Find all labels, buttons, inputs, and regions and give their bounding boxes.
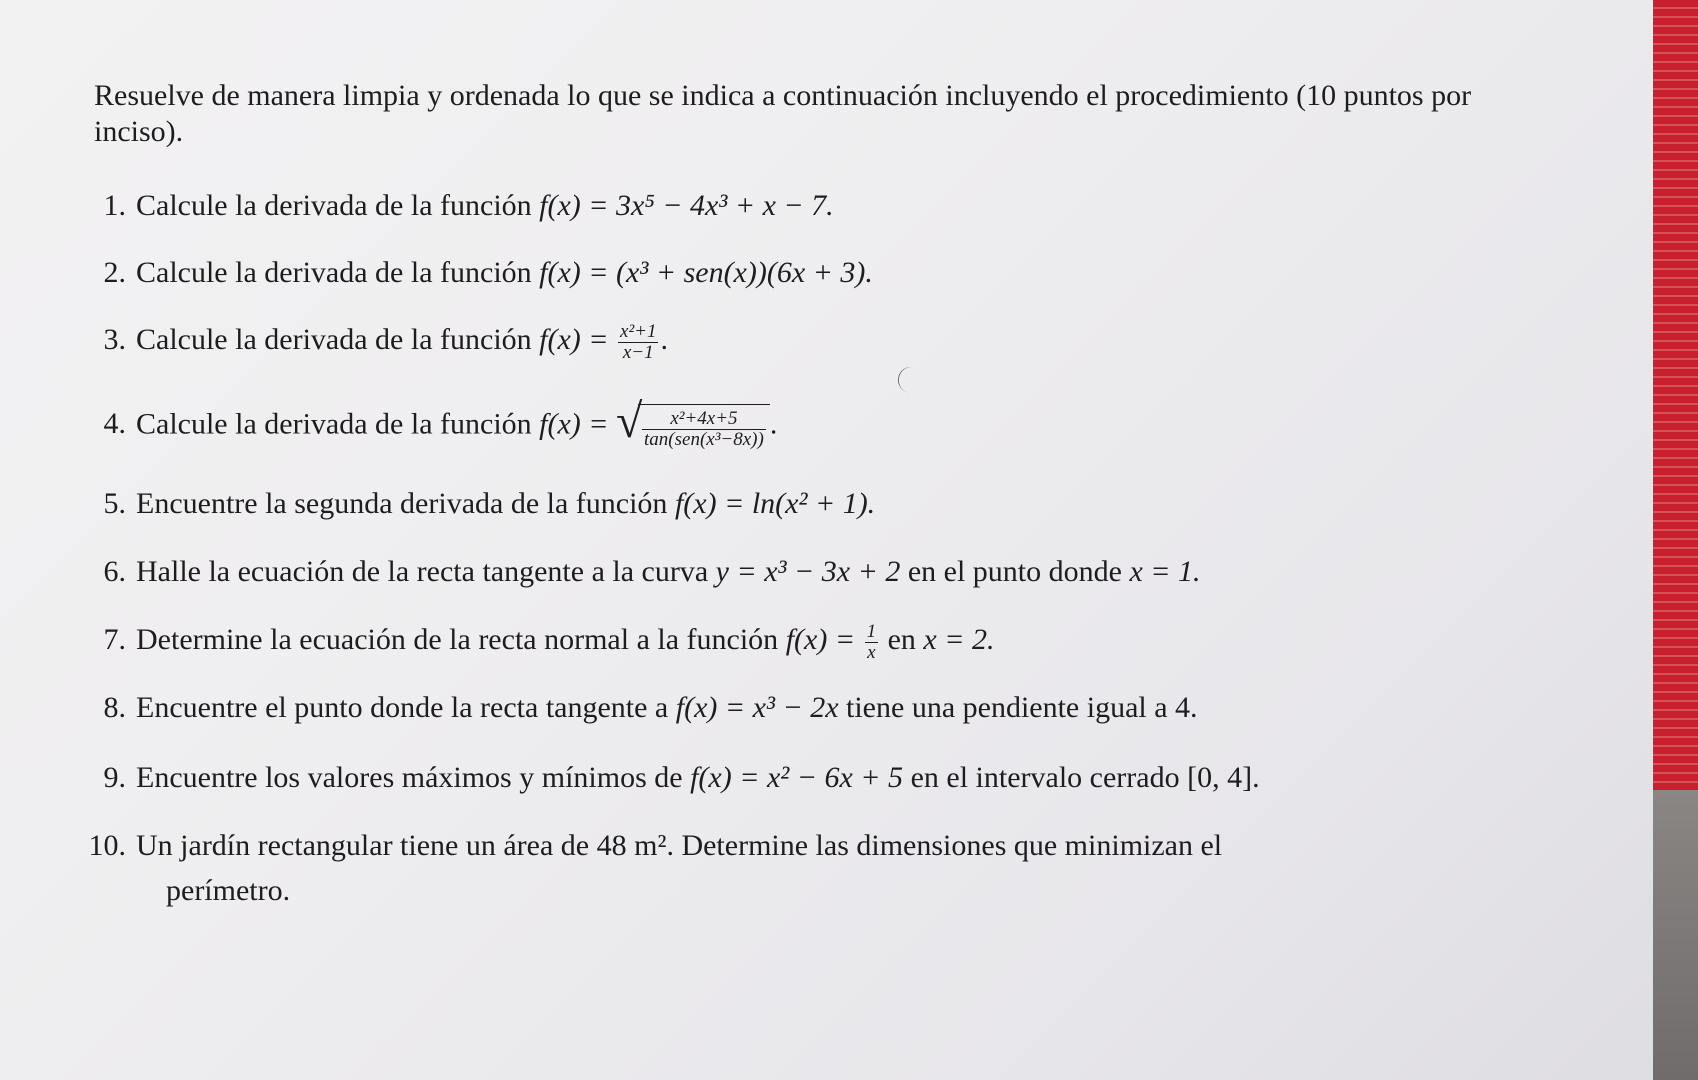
item-number: 5.	[103, 487, 126, 520]
fraction-numerator: 1	[866, 620, 877, 642]
item-text: Calcule la derivada de la función	[136, 323, 532, 356]
item-formula: 48 m².	[596, 829, 674, 862]
item-text: Halle la ecuación de la recta tangente a la curva	[136, 555, 709, 588]
pencil-mark	[896, 365, 915, 393]
fraction	[618, 322, 658, 363]
fraction-denominator: tan(sen(x³−8x))	[644, 428, 764, 450]
item-number: 1.	[103, 189, 126, 222]
item-number: 8.	[103, 691, 126, 724]
fraction-numerator: x²+1	[620, 320, 657, 342]
item-text: Determine la ecuación de la recta normal a la función	[136, 623, 779, 656]
item-text-2: Determine las dimensiones que minimizan el	[681, 829, 1223, 862]
item-text-2: en	[887, 623, 916, 656]
item-text: Encuentre el punto donde la recta tangente a	[136, 691, 669, 724]
item-text: Calcule la derivada de la función	[136, 407, 532, 441]
item-formula: f(x) = (x³ + sen(x))(6x + 3).	[539, 256, 873, 289]
item-formula: y = x³ − 3x + 2	[715, 555, 901, 588]
item-formula: f(x) = x² − 6x + 5	[690, 761, 904, 794]
item-number: 6.	[103, 555, 126, 588]
fraction	[865, 622, 879, 663]
exam-paper: Resuelve de manera limpia y ordenada lo que se indica a continuación incluyendo el procedimiento (10 puntos por inciso). 1. Calcule la derivada de la función f(x) = 3x⁵ − 4x³ + x − 7. 2. Calcule la derivada de la función f(x) = (x³ + sen(x))(6x + 3). 3. Calcule la derivada de la función f(x) = $\frac{\text{x²+1}}{x-1}$ . 4. Calcule la derivada de la función f(x) = √ $\frac{\text{x²+4x+5}}{\text{tan(sen(x³−8x))}}$ . 5. Encuentre la segunda derivada de la función f(x) = ln(x² + 1). 6. Halle la ecuación de la recta tangente a la curva y = x³ − 3x + 2 en el punto donde x = 1. 7. Determine la ecuación de la recta normal a la función f(x) = $\frac{1}{x}$ en x = 2. 8. Encuentre el punto donde la recta tangente a f(x) = x³ − 2x tiene una pendiente igual a 4. 9. Encuentre los valores máximos y mínimos de f(x) = x² − 6x + 5 en el intervalo cerrado [0, 4]. 10. Un jardín rectangular tiene un área de 48 m². Determine las dimensiones que minimizan el perímetro.	[0, 0, 1665, 1080]
item-text-2: en el intervalo cerrado	[910, 761, 1180, 794]
item-text: Encuentre los valores máximos y mínimos de	[136, 761, 683, 794]
item-text: Un jardín rectangular tiene un área de	[136, 829, 590, 862]
item-text-2: tiene una pendiente igual a 4.	[846, 691, 1198, 724]
fraction-denominator: x−1	[622, 341, 654, 363]
item-number: 3.	[103, 323, 126, 356]
item-text-line2: perímetro.	[166, 874, 291, 907]
fraction	[642, 409, 766, 450]
item-number: 10.	[88, 829, 126, 862]
radical-sign-icon: √	[616, 395, 643, 448]
item-formula: f(x) = ln(x² + 1).	[674, 487, 876, 520]
item-formula-2: x = 1.	[1129, 555, 1201, 588]
item-formula-lhs: f(x) =	[539, 323, 609, 356]
item-formula-lhs: f(x) =	[785, 623, 856, 656]
fraction-numerator: x²+4x+5	[642, 409, 766, 430]
item-formula-2: [0, 4].	[1187, 761, 1260, 794]
instructions: Resuelve de manera limpia y ordenada lo que se indica a continuación incluyendo el procedimiento (10 puntos por inciso).	[94, 79, 1472, 148]
item-number: 9.	[103, 761, 126, 794]
item-formula-lhs: f(x) =	[539, 407, 609, 441]
square-root	[616, 395, 770, 450]
item-number: 7.	[103, 623, 126, 656]
item-number: 2.	[103, 256, 126, 289]
fraction-denominator: x	[867, 641, 876, 663]
item-formula: f(x) = x³ − 2x	[675, 691, 839, 724]
red-folder-edge	[1653, 0, 1698, 790]
table-surface	[1653, 790, 1698, 1080]
item-text: Calcule la derivada de la función	[136, 256, 532, 289]
item-text: Encuentre la segunda derivada de la función	[136, 487, 668, 520]
item-text-2: en el punto donde	[907, 555, 1122, 588]
item-number: 4.	[103, 407, 126, 440]
item-formula: f(x) = 3x⁵ − 4x³ + x − 7.	[539, 189, 834, 222]
item-formula-2: x = 2.	[923, 623, 995, 656]
item-text: Calcule la derivada de la función	[136, 189, 532, 222]
